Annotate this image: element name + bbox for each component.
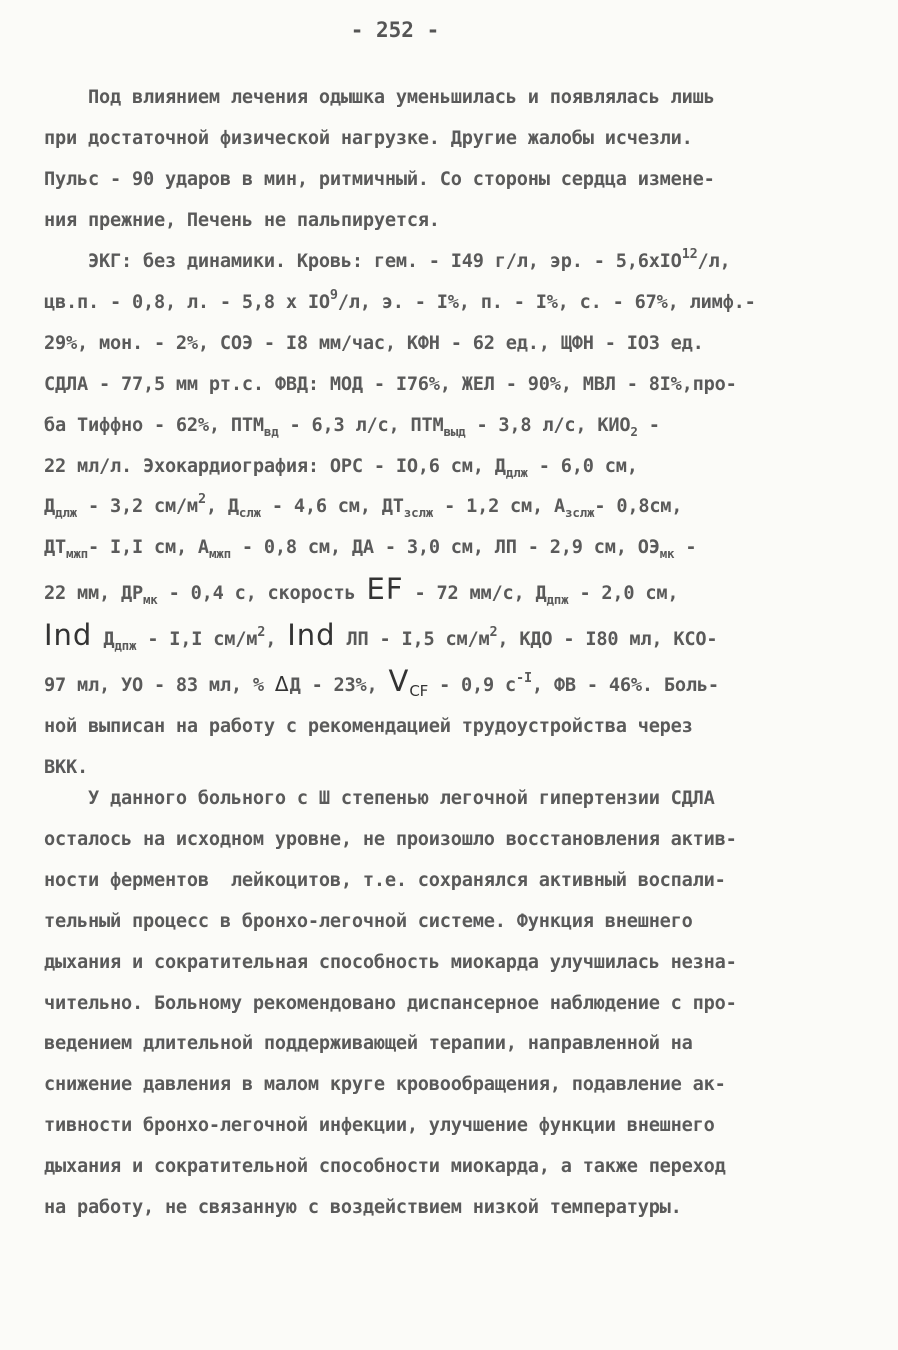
paragraph-examination-results	[44, 242, 844, 789]
text-line: на работу, не связанную с воздействием низкой температуры.	[44, 1197, 682, 1219]
text-line: ба Тиффно - 62%, $ПТМ_{вд} - 6,3$ л/с, $ПТМ_{выд} - 3,8$ л/с, $КИО_2$ -	[44, 414, 660, 439]
text-line: чительно. Больному рекомендовано диспансерное наблюдение с про-	[44, 992, 737, 1014]
handwritten-ind: Ind	[44, 618, 93, 653]
text-line: Ind $Д_{дпж} - I,I$ $см/м^2$, Ind ЛП - I,5 $см/м^2$, КДО - I80 мл, КСО-	[44, 618, 718, 654]
text-line: $ДТ_{мжп}-$ I,I см, $А_{мжп} - 0,8$ см, ДА - 3,0 см, ЛП - 2,9 см, $ОЭ_{мк}$ -	[44, 537, 697, 562]
text-line: ВКК.	[44, 756, 88, 778]
paragraph-conclusion	[44, 779, 844, 1229]
page-number: - 252 -	[350, 18, 440, 42]
text-line: снижение давления в малом круге кровообращения, подавление ак-	[44, 1074, 726, 1096]
handwritten-ef: EF	[366, 572, 404, 607]
paragraph-treatment-outcome	[44, 78, 844, 242]
text-line: при достаточной физической нагрузке. Другие жалобы исчезли.	[44, 127, 693, 149]
text-line: осталось на исходном уровне, не произошло восстановления актив-	[44, 828, 737, 850]
text-line: дыхания и сократительной способности миокарда, а также переход	[44, 1156, 726, 1178]
text-line: 22 мм, $ДР_{мк} - 0,4$ с, скорость EF - 72 мм/с, $Д_{дпж} - 2,0$ см,	[44, 572, 679, 608]
text-line: ной выписан на работу с рекомендацией трудоустройства через	[44, 715, 693, 737]
text-line: 29%, мон. - 2%, СОЭ - I8 мм/час, КФН - 62 ед., ЩФН - IO3 ед.	[44, 332, 704, 354]
handwritten-v: V	[388, 664, 410, 699]
handwritten-delta: Δ	[274, 672, 290, 697]
text-line: тивности бронхо-легочной инфекции, улучшение функции внешнего	[44, 1115, 715, 1137]
text-line: цв.п. - 0,8, л. - 5,8 х $IO^9/л$, э. - I%, п. - I%, с. - 67%, лимф.-	[44, 286, 756, 313]
text-line: ведением длительной поддерживающей терапии, направленной на	[44, 1033, 693, 1055]
text-line: Пульс - 90 ударов в мин, ритмичный. Со стороны сердца измене-	[44, 168, 715, 190]
text-line: У данного больного с Ш степенью легочной гипертензии СДЛА	[44, 788, 715, 809]
text-line: 22 мл/л. Эхокардиография: ОРС - IO,6 см, $Д_{длж} - 6,0$ см,	[44, 455, 638, 480]
handwritten-ind: Ind	[287, 618, 336, 653]
text-line: тельный процесс в бронхо-легочной системе. Функция внешнего	[44, 910, 693, 932]
text-line: 97 мл, УО - 83 мл, % ΔД - 23%, $V_{CF} - 0,9$ $с^{-I}$, ФВ - 46%. Боль-	[44, 664, 719, 701]
text-line: СДЛА - 77,5 мм рт.с. ФВД: МОД - I76%, ЖЕЛ - 90%, МВЛ - 8I%,про-	[44, 373, 737, 395]
text-line: ния прежние, Печень не пальпируется.	[44, 209, 440, 231]
text-line: Под влиянием лечения одышка уменьшилась и появлялась лишь	[44, 87, 715, 108]
text-line: дыхания и сократительная способность миокарда улучшилась незна-	[44, 951, 737, 973]
text-line: $Д_{длж} - 3,2$ $см/м^2$, $Д_{слж} - 4,6$ см, $ДТ_{зслж} - 1,2$ см, $А_{зслж}-$ 0,8см,	[44, 491, 683, 521]
text-line: ЭКГ: без динамики. Кровь: гем. - I49 г/л, эр. - 5,6хIO$^{12}$/л,	[44, 246, 731, 272]
text-line: ности ферментов лейкоцитов, т.е. сохранялся активный воспали-	[44, 869, 726, 891]
